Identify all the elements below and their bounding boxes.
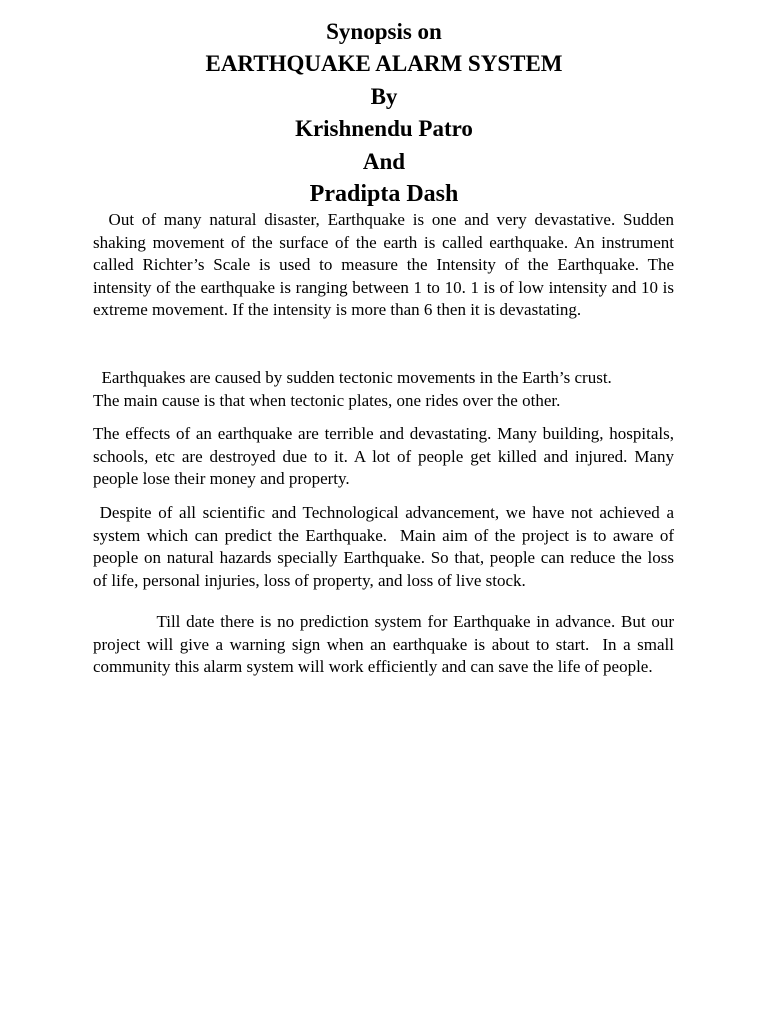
title-project-name: EARTHQUAKE ALARM SYSTEM: [205, 51, 563, 77]
paragraph-causes: Earthquakes are caused by sudden tectonic movements in the Earth’s crust. The main cause is that when tectonic plates, one rides over the other.: [93, 368, 612, 410]
paragraph-effects: The effects of an earthquake are terrible and devastating. Many building, hospitals, schools, etc are destroyed due to it. A lot of people get killed and injured. Many people lose their money and property.: [93, 424, 674, 489]
title-author-2: Pradipta Dash: [309, 181, 459, 208]
title-and: And: [362, 148, 406, 174]
title-synopsis-on: Synopsis on: [326, 19, 442, 44]
title-block: [0, 16, 768, 210]
title-by: By: [370, 83, 398, 109]
paragraph-conclusion: Till date there is no prediction system for Earthquake in advance. But our project will give a warning sign when an earthquake is about to start. In a small community this alarm system will work efficiently and can save the life of people.: [93, 612, 674, 677]
title-author-1: Krishnendu Patro: [295, 116, 473, 142]
paragraph-aim: Despite of all scientific and Technological advancement, we have not achieved a system which can predict the Earthquake. Main aim of the project is to aware of people on natural hazards specially Earthquake. So that, people can reduce the loss of life, personal injuries, loss of property, and loss of live stock.: [93, 503, 674, 590]
paragraph-introduction: Out of many natural disaster, Earthquake is one and very devastative. Sudden shaking movement of the surface of the earth is called earthquake. An instrument called Richter’s Scale is used to measure the Intensity of the Earthquake. The intensity of the earthquake is ranging between 1 to 10. 1 is of low intensity and 10 is extreme movement. If the intensity is more than 6 then it is devastating.: [93, 210, 674, 320]
